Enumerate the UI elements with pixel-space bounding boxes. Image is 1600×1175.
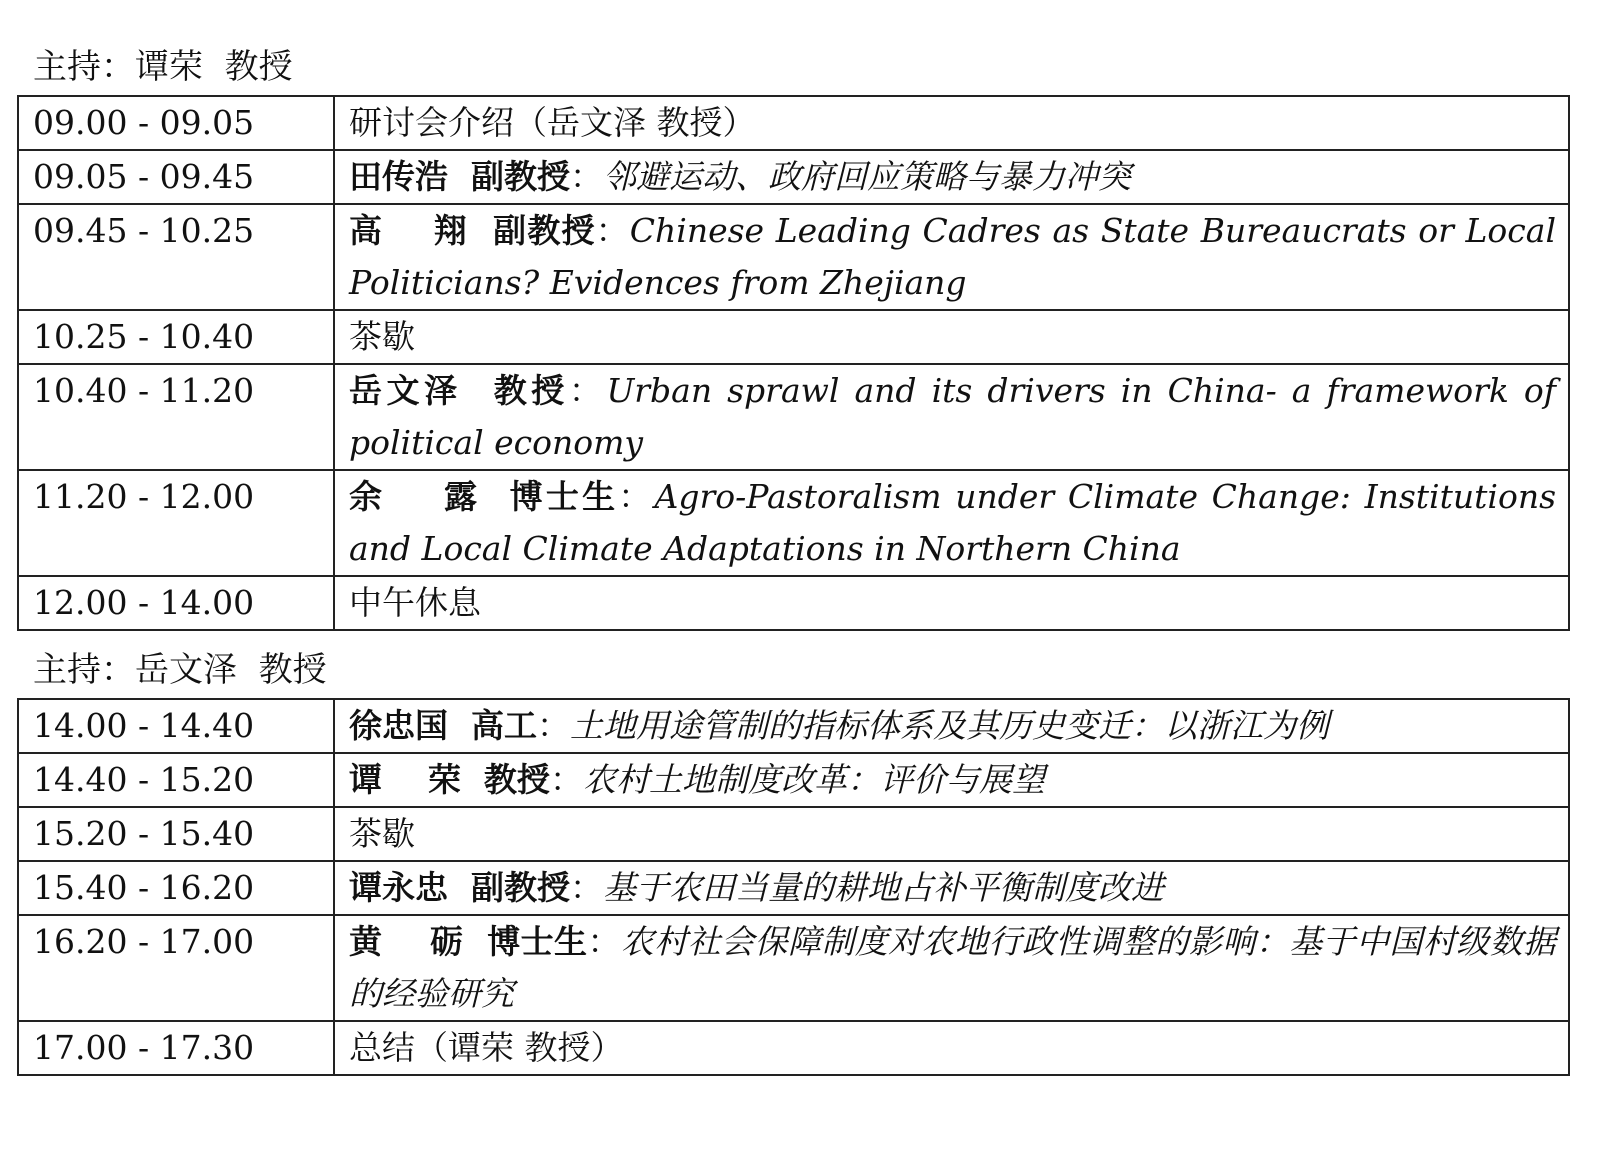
time-slot: 17.00 - 17.30 bbox=[18, 1021, 334, 1075]
schedule-row bbox=[18, 364, 1569, 470]
agenda-item bbox=[334, 915, 1569, 1021]
time-slot: 16.20 - 17.00 bbox=[18, 915, 334, 1021]
speaker-separator: ： bbox=[536, 706, 570, 745]
talk-title: 邻避运动、政府回应策略与暴力冲突 bbox=[602, 157, 1131, 196]
agenda-item bbox=[334, 1021, 1569, 1075]
time-slot: 10.25 - 10.40 bbox=[18, 310, 334, 364]
speaker-name: 黄 砺 博士生 bbox=[349, 922, 588, 961]
afternoon-schedule-body bbox=[18, 699, 1569, 1075]
agenda-item bbox=[334, 150, 1569, 204]
talk-title: 农村社会保障制度对农地行政性调整的影响：基于中国村级数据的经验研究 bbox=[349, 922, 1557, 1013]
agenda-note: 总结（谭荣 教授） bbox=[349, 1028, 624, 1067]
speaker-name: 谭永忠 副教授 bbox=[349, 868, 570, 907]
talk-title: Agro-Pastoralism under Climate Change: Institutions and Local Climate Adaptations in Northern China bbox=[349, 477, 1557, 568]
speaker-name: 徐忠国 高工 bbox=[349, 706, 537, 745]
morning-schedule-table bbox=[17, 95, 1570, 631]
agenda-item bbox=[334, 753, 1569, 807]
morning-session-host: 主持：谭荣 教授 bbox=[33, 47, 293, 87]
speaker-separator: ： bbox=[587, 922, 621, 961]
agenda-item bbox=[334, 699, 1569, 753]
morning-schedule-body bbox=[18, 96, 1569, 630]
agenda-item bbox=[334, 807, 1569, 861]
time-slot: 12.00 - 14.00 bbox=[18, 576, 334, 630]
schedule-row bbox=[18, 915, 1569, 1021]
speaker-separator: ： bbox=[549, 760, 583, 799]
schedule-row bbox=[18, 699, 1569, 753]
time-slot: 11.20 - 12.00 bbox=[18, 470, 334, 576]
schedule-row bbox=[18, 1021, 1569, 1075]
agenda-note: 研讨会介绍（岳文泽 教授） bbox=[349, 103, 756, 142]
schedule-row bbox=[18, 861, 1569, 915]
schedule-row bbox=[18, 807, 1569, 861]
speaker-separator: ： bbox=[568, 371, 607, 410]
schedule-row bbox=[18, 204, 1569, 310]
agenda-item bbox=[334, 204, 1569, 310]
speaker-name: 岳文泽 教授 bbox=[349, 371, 569, 410]
time-slot: 15.40 - 16.20 bbox=[18, 861, 334, 915]
speaker-separator: ： bbox=[569, 868, 603, 907]
speaker-separator: ： bbox=[618, 477, 655, 516]
talk-title: Urban sprawl and its drivers in China- a framework of political economy bbox=[349, 371, 1556, 462]
agenda-item bbox=[334, 310, 1569, 364]
speaker-name: 高 翔 副教授 bbox=[349, 211, 596, 250]
schedule-row bbox=[18, 150, 1569, 204]
time-slot: 14.40 - 15.20 bbox=[18, 753, 334, 807]
time-slot: 10.40 - 11.20 bbox=[18, 364, 334, 470]
talk-title: 农村土地制度改革：评价与展望 bbox=[582, 760, 1045, 799]
time-slot: 14.00 - 14.40 bbox=[18, 699, 334, 753]
agenda-item bbox=[334, 861, 1569, 915]
talk-title: 土地用途管制的指标体系及其历史变迁：以浙江为例 bbox=[569, 706, 1329, 745]
time-slot: 09.05 - 09.45 bbox=[18, 150, 334, 204]
afternoon-schedule-table bbox=[17, 698, 1570, 1076]
speaker-separator: ： bbox=[569, 157, 603, 196]
talk-title: Chinese Leading Cadres as State Bureaucrats or Local Politicians? Evidences from Zhejiang bbox=[349, 211, 1556, 302]
agenda-item bbox=[334, 96, 1569, 150]
agenda-note: 茶歇 bbox=[349, 814, 415, 853]
schedule-row bbox=[18, 753, 1569, 807]
agenda-item bbox=[334, 364, 1569, 470]
agenda-item bbox=[334, 470, 1569, 576]
schedule-row bbox=[18, 310, 1569, 364]
agenda-item bbox=[334, 576, 1569, 630]
agenda-note: 茶歇 bbox=[349, 317, 415, 356]
time-slot: 09.45 - 10.25 bbox=[18, 204, 334, 310]
agenda-note: 中午休息 bbox=[349, 583, 481, 622]
speaker-name: 田传浩 副教授 bbox=[349, 157, 570, 196]
speaker-name: 余 露 博士生 bbox=[349, 477, 619, 516]
speaker-separator: ： bbox=[595, 211, 630, 250]
talk-title: 基于农田当量的耕地占补平衡制度改进 bbox=[602, 868, 1164, 907]
schedule-row bbox=[18, 576, 1569, 630]
afternoon-session-host: 主持：岳文泽 教授 bbox=[33, 650, 327, 690]
speaker-name: 谭 荣 教授 bbox=[349, 760, 550, 799]
schedule-row bbox=[18, 470, 1569, 576]
time-slot: 09.00 - 09.05 bbox=[18, 96, 334, 150]
time-slot: 15.20 - 15.40 bbox=[18, 807, 334, 861]
schedule-row bbox=[18, 96, 1569, 150]
